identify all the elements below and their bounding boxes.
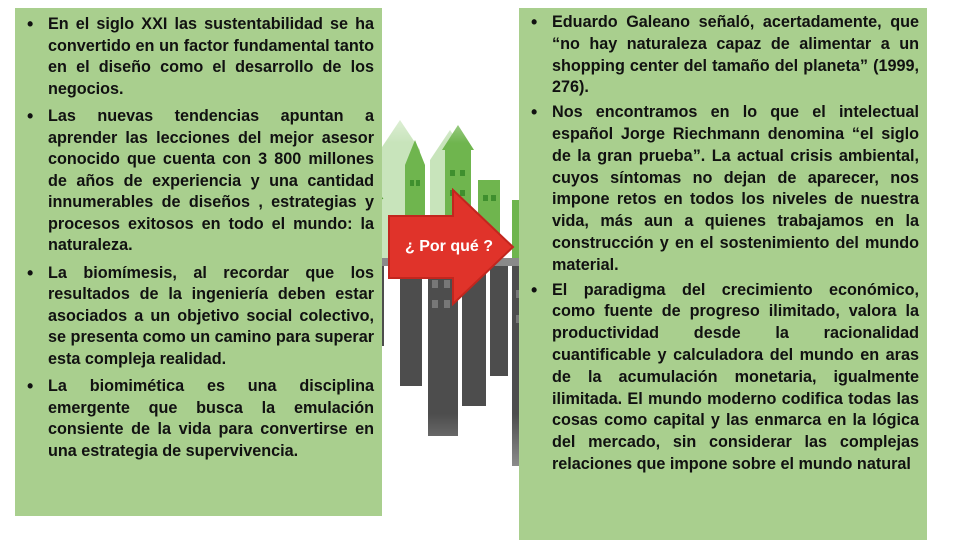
left-bullet-4: • La biomimética es una disciplina emergente que busca la emulación consiente de la vida para convertirse en una estrategia de supervivencia.	[23, 376, 374, 462]
left-bullet-list	[23, 14, 374, 462]
right-bullet-1: • Eduardo Galeano señaló, acertadamente, que “no hay naturaleza capaz de alimentar a un shopping center del tamaño del planeta” (1999, 276).	[527, 12, 919, 99]
right-bullet-list	[527, 12, 919, 476]
arrow-label: ¿ Por qué ?	[405, 238, 493, 255]
left-text-panel	[15, 8, 382, 516]
left-bullet-1: • En el siglo XXI las sustentabilidad se ha convertido en un factor fundamental tanto en el diseño como el desarrollo de los negocios.	[23, 14, 374, 100]
left-bullet-3: • La biomímesis, al recordar que los resultados de la ingeniería deben estar asociados a un objetivo social colectivo, se presenta como un camino para superar esta compleja realidad.	[23, 263, 374, 371]
right-text-panel	[519, 8, 927, 540]
right-bullet-3: • El paradigma del crecimiento económico, como fuente de progreso ilimitado, valora la productividad desde la racionalidad cuantificable y calculadora del mundo en aras de la acumulación monetaria, igualmente ilimitada. El mundo moderno codifica todas las cosas como capital y las enmarca en la lógica del mercado, sin considerar las complejas relaciones que impone sobre el mundo natural	[527, 280, 919, 476]
why-arrow	[387, 188, 515, 306]
left-bullet-2: • Las nuevas tendencias apuntan a aprender las lecciones del mejor asesor conocido que cuenta con 3 800 millones de años de experiencia y una cantidad innumerables de diseños , estrategias y procesos exitosos en todo el mundo: la naturaleza.	[23, 106, 374, 257]
right-bullet-2: • Nos encontramos en lo que el intelectual español Jorge Riechmann denomina “el siglo de la gran prueba”. La actual crisis ambiental, cuyos síntomas no dejan de aparecer, nos impone retos en todos los niveles de nuestra vida, más aun a quienes trabajamos en la construcción y en el sostenimiento del mundo material.	[527, 102, 919, 276]
